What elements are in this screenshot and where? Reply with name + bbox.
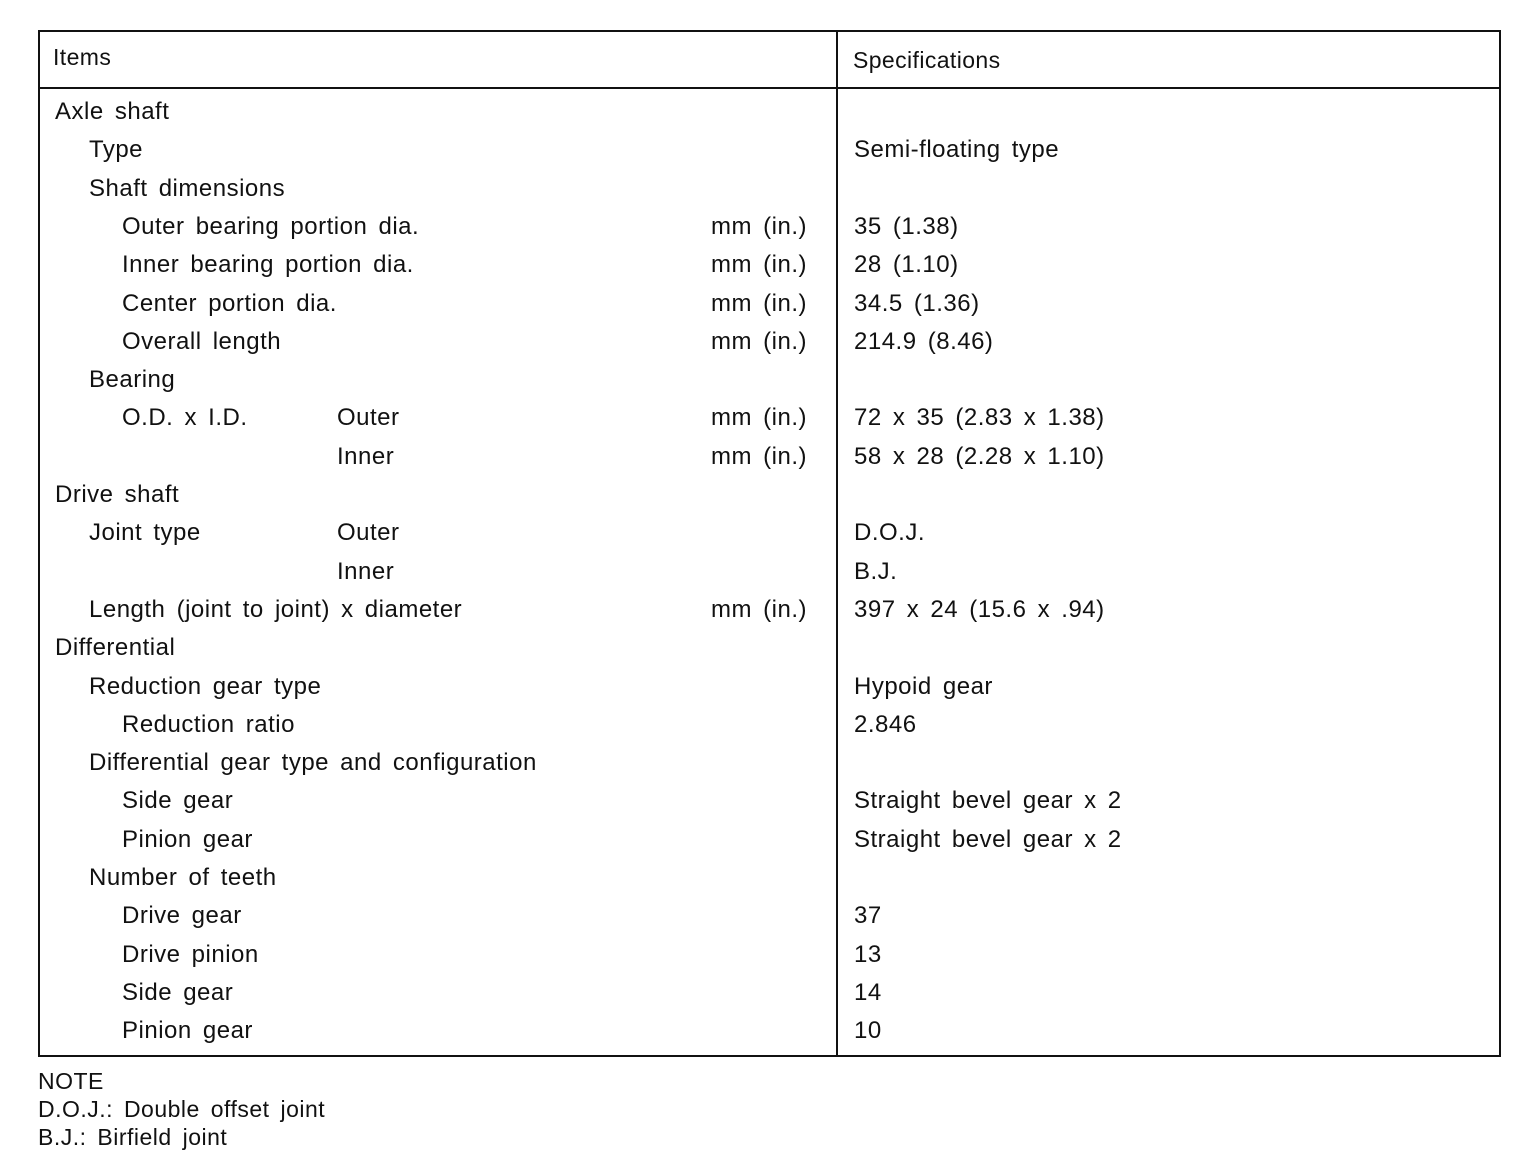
row-spec-value: Hypoid gear: [854, 672, 993, 700]
table-row: [40, 476, 1499, 514]
row-unit: mm (in.): [711, 595, 807, 623]
row-spec-value: 58 x 28 (2.28 x 1.10): [854, 442, 1105, 470]
row-item-label: Side gear: [122, 787, 234, 815]
row-item-label: Drive gear: [122, 902, 242, 930]
table-row: [40, 974, 1499, 1012]
specifications-table: [38, 30, 1501, 1057]
row-item-label: Inner bearing portion dia.: [122, 251, 414, 279]
row-sub-label: Inner: [337, 442, 395, 470]
row-item-label: Reduction ratio: [122, 710, 295, 738]
row-spec-value: Straight bevel gear x 2: [854, 787, 1122, 815]
table-row: [40, 629, 1499, 667]
row-item-label: Axle shaft: [55, 98, 170, 125]
row-item-label: O.D. x I.D.: [122, 404, 248, 432]
row-sub-label: Outer: [337, 404, 400, 432]
row-spec-value: 28 (1.10): [854, 251, 959, 279]
row-spec-value: 34.5 (1.36): [854, 289, 980, 317]
row-item-label: Differential gear type and configuration: [89, 749, 537, 777]
table-row: [40, 1012, 1499, 1050]
table-row: [40, 438, 1499, 476]
table-row: [40, 744, 1499, 782]
table-row: [40, 514, 1499, 552]
table-row: [40, 208, 1499, 246]
row-item-label: Center portion dia.: [122, 289, 337, 317]
table-row: [40, 399, 1499, 437]
table-row: [40, 782, 1499, 820]
row-item-label: Length (joint to joint) x diameter: [89, 595, 463, 623]
row-unit: mm (in.): [711, 404, 807, 432]
row-item-label: Overall length: [122, 327, 282, 355]
table-row: [40, 323, 1499, 361]
row-sub-label: Outer: [337, 519, 400, 547]
table-row: [40, 668, 1499, 706]
row-item-label: Shaft dimensions: [89, 174, 286, 202]
header-items: Items: [53, 44, 112, 70]
row-item-label: Differential: [55, 634, 176, 662]
row-item-label: Pinion gear: [122, 825, 253, 853]
row-spec-value: 10: [854, 1017, 882, 1045]
note-title: NOTE: [38, 1068, 104, 1094]
table-row: [40, 859, 1499, 897]
table-row: [40, 93, 1499, 131]
row-spec-value: 214.9 (8.46): [854, 327, 994, 355]
row-unit: mm (in.): [711, 289, 807, 317]
row-item-label: Joint type: [89, 519, 201, 547]
row-item-label: Type: [89, 136, 144, 164]
row-spec-value: 14: [854, 978, 882, 1006]
row-item-label: Drive pinion: [122, 940, 259, 968]
table-row: [40, 246, 1499, 284]
row-item-label: Number of teeth: [89, 864, 277, 891]
table-row: [40, 897, 1499, 935]
table-row: [40, 591, 1499, 629]
row-spec-value: 397 x 24 (15.6 x .94): [854, 595, 1105, 623]
row-item-label: Outer bearing portion dia.: [122, 212, 420, 240]
row-spec-value: 72 x 35 (2.83 x 1.38): [854, 404, 1105, 432]
table-row: [40, 170, 1499, 208]
row-spec-value: B.J.: [854, 557, 898, 585]
row-unit: mm (in.): [711, 251, 807, 279]
row-item-label: Side gear: [122, 978, 234, 1006]
table-row: [40, 285, 1499, 323]
note-line: D.O.J.: Double offset joint: [38, 1096, 326, 1122]
row-spec-value: 35 (1.38): [854, 212, 959, 240]
row-spec-value: D.O.J.: [854, 519, 926, 547]
row-sub-label: Inner: [337, 557, 395, 585]
row-item-label: Bearing: [89, 366, 176, 394]
row-spec-value: Semi-floating type: [854, 136, 1060, 164]
note-line: B.J.: Birfield joint: [38, 1124, 228, 1150]
header-rule: [40, 87, 1499, 89]
row-spec-value: 13: [854, 940, 882, 968]
table-row: [40, 706, 1499, 744]
row-item-label: Reduction gear type: [89, 672, 322, 700]
table-row: [40, 361, 1499, 399]
notes: [38, 1067, 325, 1151]
row-unit: mm (in.): [711, 327, 807, 355]
table-row: [40, 131, 1499, 169]
row-spec-value: 2.846: [854, 710, 917, 738]
row-unit: mm (in.): [711, 442, 807, 470]
table-row: [40, 821, 1499, 859]
row-spec-value: Straight bevel gear x 2: [854, 825, 1122, 853]
row-item-label: Drive shaft: [55, 481, 180, 508]
table-row: [40, 936, 1499, 974]
row-spec-value: 37: [854, 902, 882, 930]
row-item-label: Pinion gear: [122, 1017, 253, 1045]
header-specifications: Specifications: [853, 47, 1001, 73]
table-row: [40, 553, 1499, 591]
row-unit: mm (in.): [711, 212, 807, 240]
